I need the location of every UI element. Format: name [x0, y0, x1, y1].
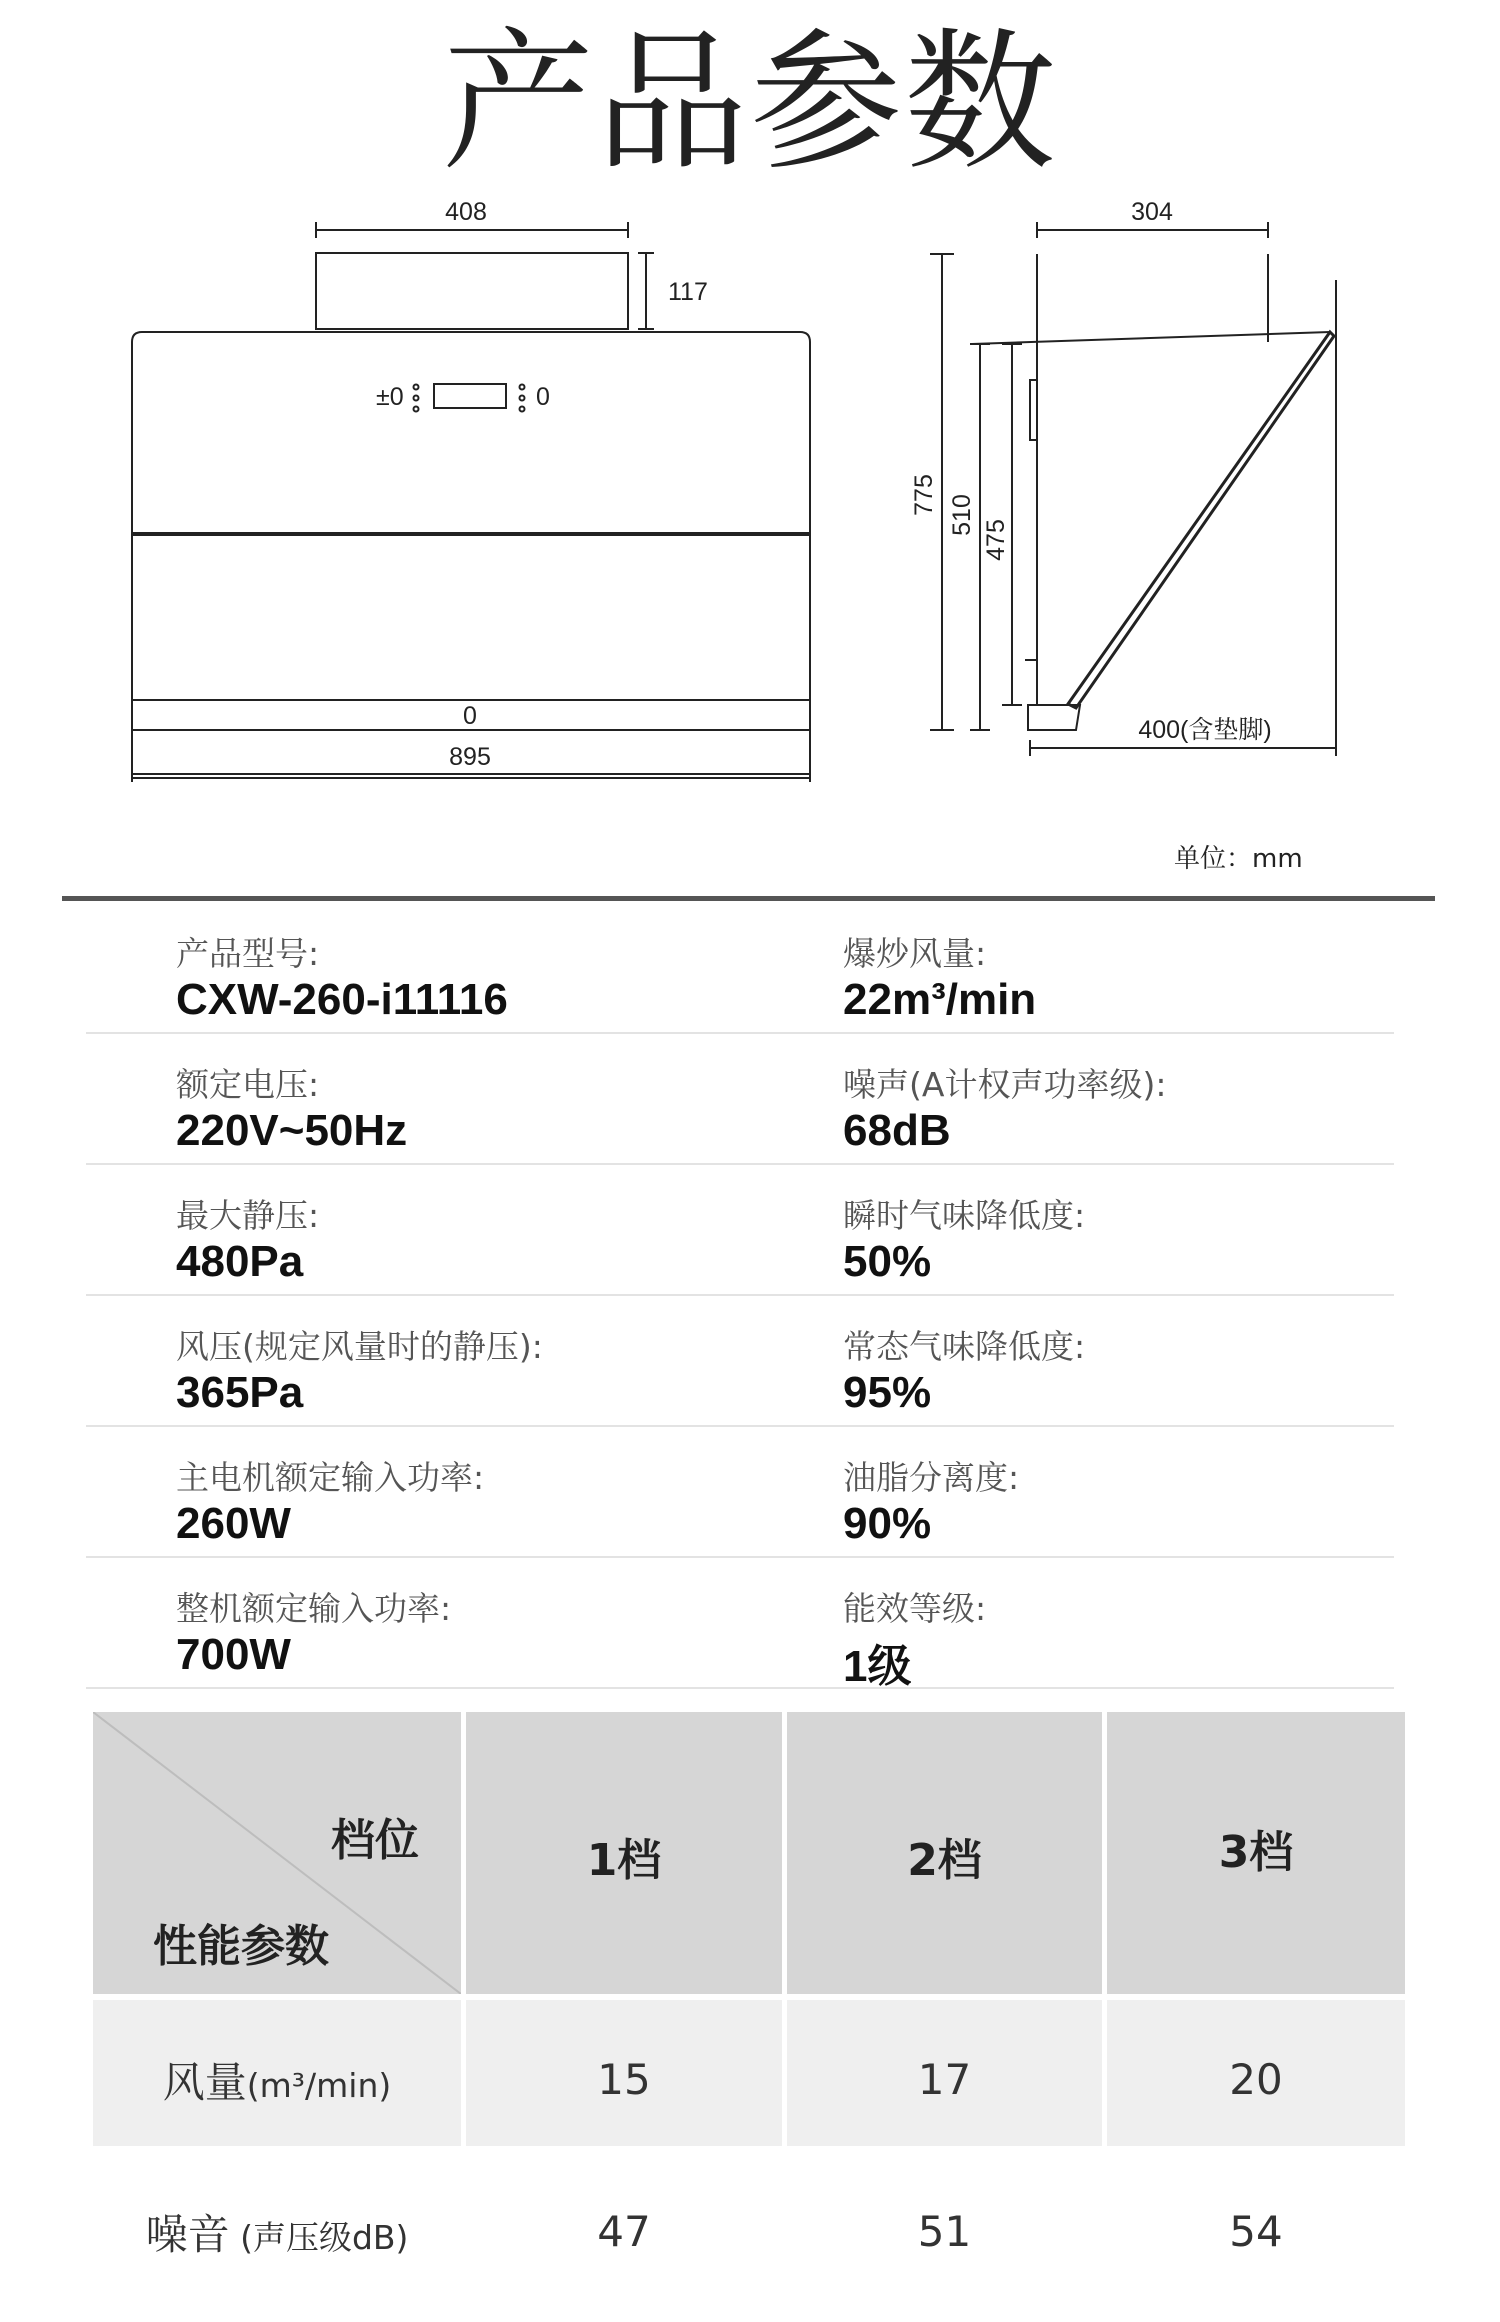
spec-label: 油脂分离度:	[843, 1458, 1020, 1497]
spec-value: 68dB	[843, 1106, 951, 1155]
dim-475: 475	[982, 519, 1010, 561]
row-value: 17	[917, 2055, 972, 2104]
gear-label: 3档	[1218, 1827, 1294, 1878]
spec-row	[86, 903, 1394, 1034]
spec-value: 260W	[176, 1499, 291, 1548]
dim-304: 304	[1131, 198, 1173, 226]
spec-label: 额定电压:	[176, 1065, 320, 1104]
spec-value: 220V~50Hz	[176, 1106, 408, 1155]
header-gear-2	[787, 1712, 1102, 1994]
row-name-cell	[93, 2152, 461, 2298]
spec-value: 22m³/min	[843, 975, 1037, 1024]
row-name-cell	[93, 2000, 461, 2146]
section-divider	[62, 896, 1435, 901]
spec-row	[86, 1296, 1394, 1427]
row-value: 20	[1229, 2055, 1283, 2104]
spec-label: 爆炒风量:	[843, 934, 987, 973]
dim-510: 510	[948, 494, 976, 536]
spec-label: 能效等级:	[843, 1589, 987, 1628]
header-gear-3	[1107, 1712, 1405, 1994]
front-duct	[316, 253, 628, 329]
row-name	[93, 2202, 461, 2262]
spec-label: 整机额定输入功率:	[176, 1589, 452, 1628]
row-name-text: 噪音	[145, 2210, 230, 2259]
front-view	[132, 222, 810, 782]
front-display	[434, 384, 506, 408]
spec-row	[86, 1558, 1394, 1689]
spec-value: 700W	[176, 1630, 291, 1679]
unit-label: 单位：mm	[1174, 844, 1303, 874]
performance-header	[93, 1712, 1405, 1994]
spec-value: 90%	[843, 1499, 932, 1548]
table-row	[93, 2146, 1405, 2298]
performance-table	[93, 1712, 1405, 2298]
dim-775: 775	[910, 474, 938, 516]
header-diagonal-cell	[93, 1712, 461, 1994]
row-value-cell	[787, 2152, 1102, 2298]
spec-row	[86, 1165, 1394, 1296]
row-value-cell	[466, 2152, 782, 2298]
spec-label: 最大静压:	[176, 1196, 320, 1235]
panel-left-icon: ±0	[376, 383, 404, 411]
header-gear-1	[466, 1712, 782, 1994]
spec-list	[86, 903, 1394, 1689]
page-title: 产品参数	[442, 14, 1058, 191]
panel-bottom-icon: 0	[463, 702, 477, 730]
spec-label: 产品型号:	[176, 934, 320, 973]
row-unit: (m³/min)	[246, 2066, 392, 2105]
gear-label: 2档	[907, 1835, 982, 1886]
header-param-label: 性能参数	[153, 1921, 329, 1972]
spec-value: 95%	[843, 1368, 932, 1417]
row-name	[93, 2050, 461, 2110]
dim-400: 400(含垫脚)	[1138, 716, 1272, 744]
row-value-cell	[787, 2000, 1102, 2146]
spec-label: 常态气味降低度:	[843, 1327, 1086, 1366]
side-glass	[1068, 332, 1334, 708]
side-view	[930, 222, 1336, 756]
row-value-cell	[466, 2000, 782, 2146]
spec-label: 风压(规定风量时的静压):	[176, 1327, 543, 1366]
row-name-text: 风量	[162, 2058, 247, 2107]
dim-895: 895	[449, 743, 491, 771]
spec-row	[86, 1034, 1394, 1165]
dim-408: 408	[445, 198, 487, 226]
spec-label: 瞬时气味降低度:	[843, 1196, 1086, 1235]
header-gear-label: 档位	[331, 1815, 419, 1866]
spec-value: 50%	[843, 1237, 932, 1286]
row-value-cell	[1107, 2000, 1405, 2146]
spec-label: 主电机额定输入功率:	[176, 1458, 485, 1497]
row-value: 54	[1229, 2207, 1283, 2256]
row-value: 15	[597, 2055, 651, 2104]
dim-117: 117	[668, 278, 708, 306]
panel-right-icon: 0	[536, 383, 550, 411]
table-row	[93, 1994, 1405, 2146]
spec-value: 1级	[843, 1642, 912, 1691]
spec-row	[86, 1427, 1394, 1558]
gear-label: 1档	[586, 1835, 662, 1886]
row-unit: (声压级dB)	[229, 2218, 409, 2257]
spec-value: 365Pa	[176, 1368, 304, 1417]
spec-value: CXW-260-i11116	[176, 975, 508, 1024]
row-value: 51	[917, 2207, 972, 2256]
row-value-cell	[1107, 2152, 1405, 2298]
row-value: 47	[597, 2207, 651, 2256]
dimension-drawing	[0, 0, 1500, 820]
spec-label: 噪声(A计权声功率级):	[843, 1065, 1167, 1104]
spec-value: 480Pa	[176, 1237, 304, 1286]
